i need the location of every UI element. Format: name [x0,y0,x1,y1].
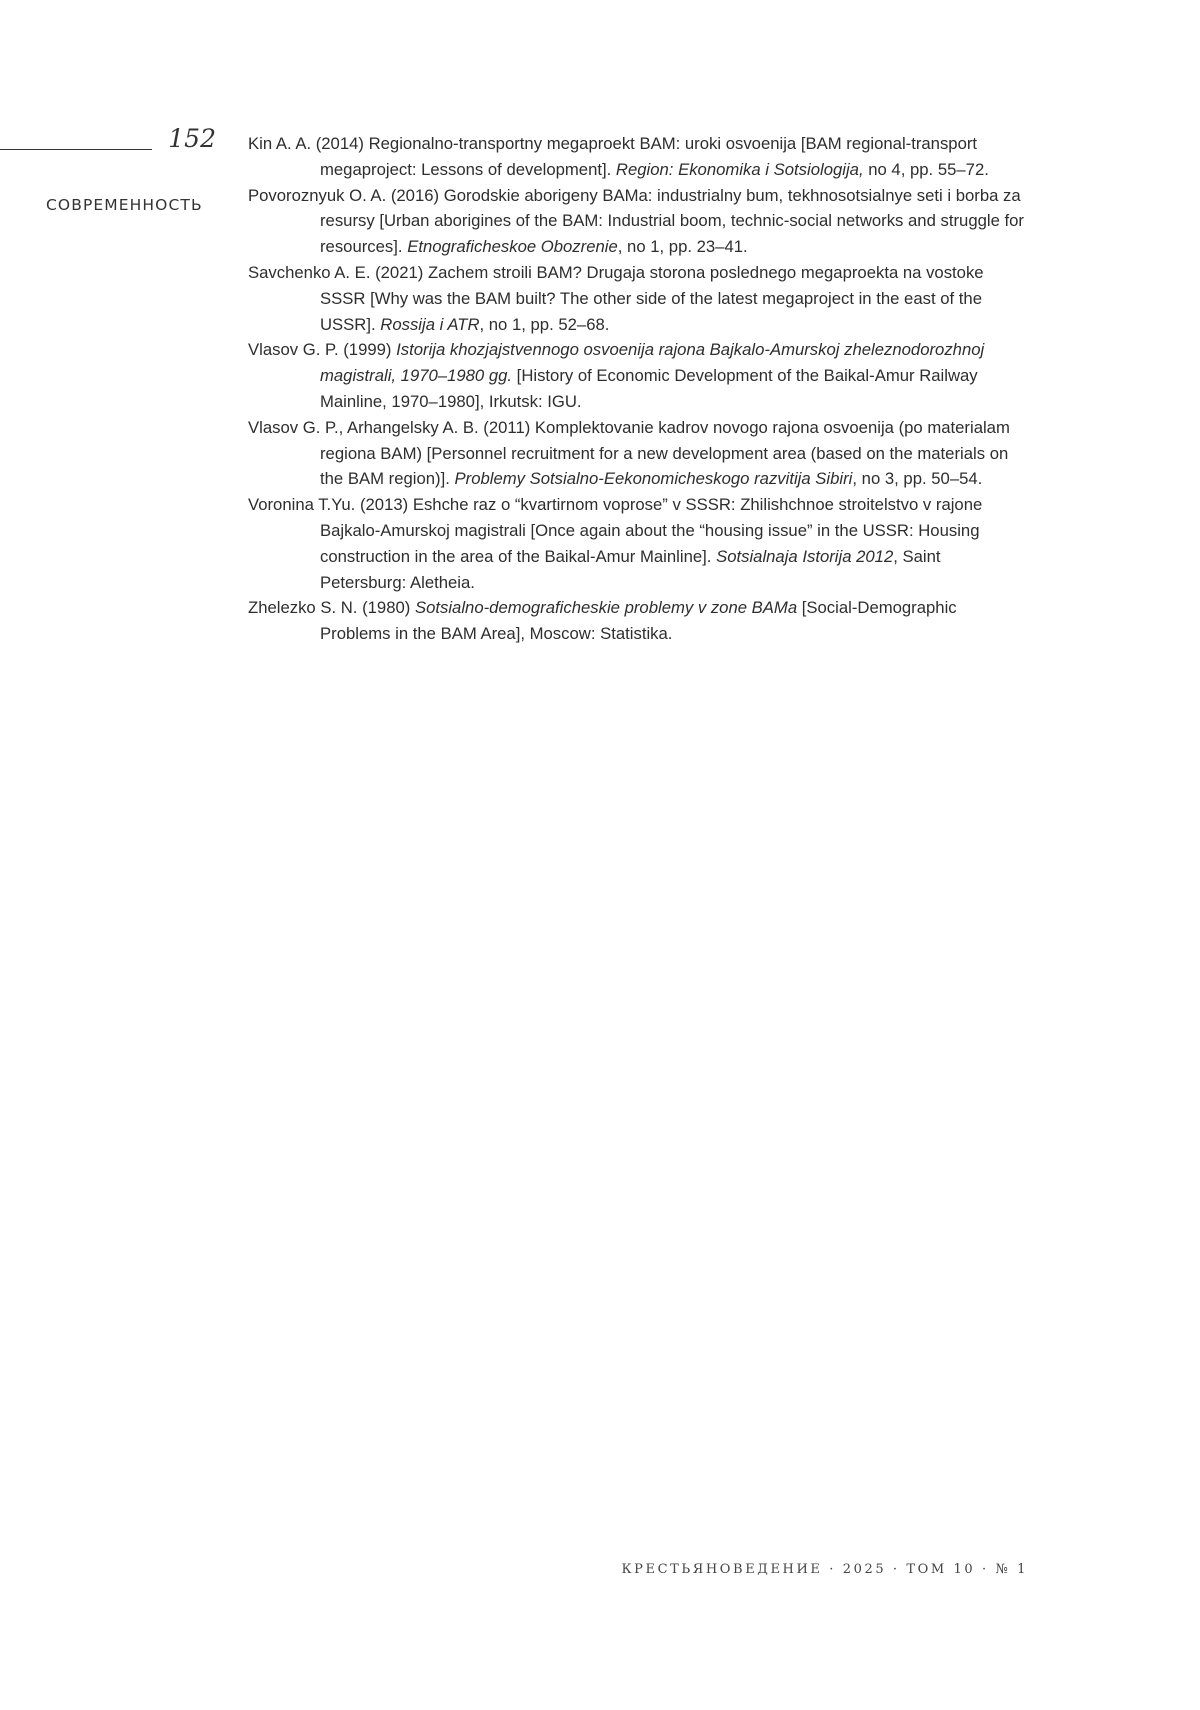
reference-title: Rossija i ATR [380,314,480,334]
reference-title: Problemy Sotsialno-Eekonomicheskogo razvitija Sibiri [454,469,853,489]
page-number: 152 [168,124,216,153]
reference-text: Kin A. A. (2014) Regionalno-transportny megaproekt BAM: uroki osvoenija [BAM regional-transport megaproject: Lessons of development]. [248,134,978,179]
reference-item [248,131,1030,183]
header-rule [0,149,152,150]
reference-text: Vlasov G. P., Arhangelsky A. B. (2011) Komplektovanie kadrov novogo rajona osvoenija (po materialam regiona BAM) [Personnel recruitment for a new development area (based on the materials on the BAM region)]. [248,417,1010,489]
reference-title: Sotsialno-demograficheskie problemy v zone BAMa [414,598,798,618]
reference-text: Savchenko A. E. (2021) Zachem stroili BAM? Drugaja storona poslednego megaproekta na vostoke SSSR [Why was the BAM built? The other side of the latest megaproject in the east of the USSR]. [248,262,984,334]
reference-text: Voronina T.Yu. (2013) Eshche raz o “kvartirnom voprose” v SSSR: Zhilishchnoe stroitelstvo v rajone Bajkalo-Amurskoj magistrali [Once again about the “housing issue” in the USSR: Housing construction in the area of the Baikal-Amur Mainline]. [248,495,983,566]
reference-text: , no 1, pp. 52–68. [479,314,610,334]
reference-text: no 4, pp. 55–72. [863,159,989,179]
reference-text: Povoroznyuk O. A. (2016) Gorodskie aborigeny BAMa: industrialny bum, tekhnosotsialnye seti i borba za resursy [Urban aborigines of the BAM: Industrial boom, technic-social networks and struggle for resources]. [248,185,1024,257]
reference-list [248,131,1030,647]
running-footer: КРЕСТЬЯНОВЕДЕНИЕ · 2025 · ТОМ 10 · № 1 [621,1562,1028,1577]
section-label: СОВРЕМЕННОСТЬ [46,196,203,214]
reference-item [248,595,1030,647]
reference-item [248,260,1030,337]
reference-text: [Social-Demographic Problems in the BAM Area], Moscow: Statistika. [320,598,957,644]
reference-title: Region: Ekonomika i Sotsiologija, [615,159,864,179]
reference-text: , no 1, pp. 23–41. [617,237,748,257]
reference-text: [History of Economic Development of the Baikal-Amur Railway Mainline, 1970–1980], Irkutsk: IGU. [320,366,978,411]
reference-text: Zhelezko S. N. (1980) [248,598,415,618]
reference-item [248,492,1030,595]
reference-item [248,415,1030,492]
reference-text: , no 3, pp. 50–54. [852,469,983,489]
reference-title: Etnograficheskoe Obozrenie [407,237,618,257]
reference-item [248,183,1030,260]
reference-item [248,337,1030,414]
reference-text: , Saint Petersburg: Aletheia. [320,546,941,592]
reference-title: Sotsialnaja Istorija 2012 [716,546,894,566]
reference-title: Istorija khozjajstvennogo osvoenija rajona Bajkalo-Amurskoj zheleznodorozhnoj magistrali, 1970–1980 gg. [320,340,985,386]
reference-text: Vlasov G. P. (1999) [248,340,397,360]
